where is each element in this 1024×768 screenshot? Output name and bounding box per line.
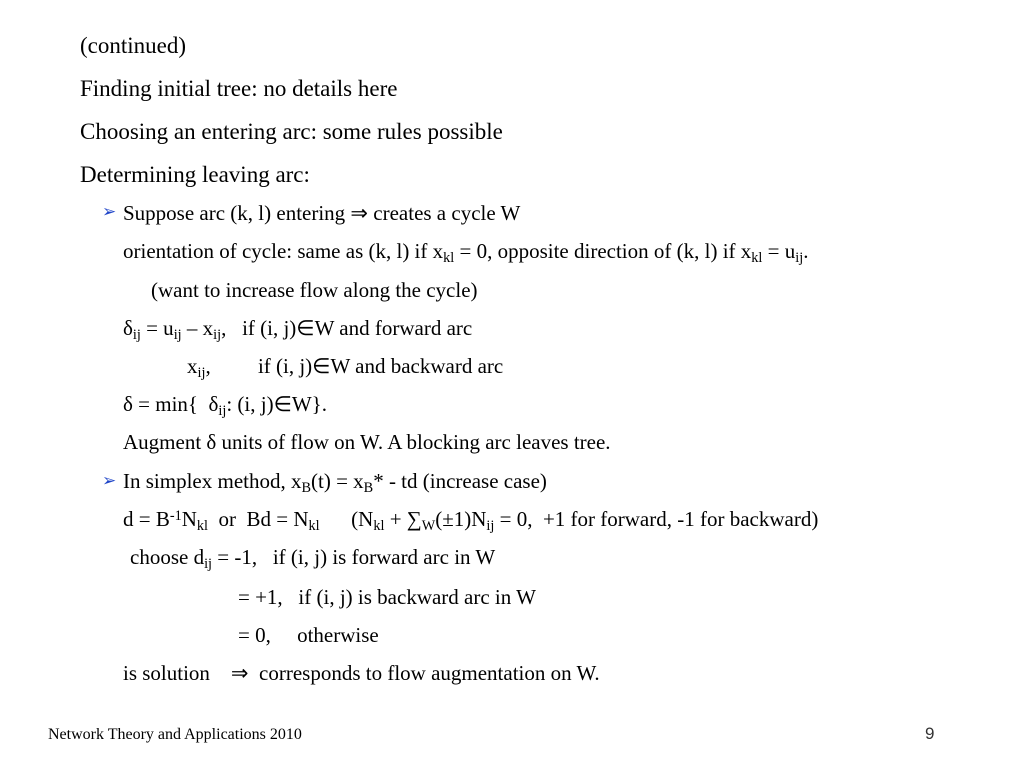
line-delta-min: δ = min{ $\delta_{ij}$: (i, j)∈W}. xyxy=(123,392,328,420)
line-direction-vector: $d = B^{-1}N_{kl}$ or $Bd = N_{kl}$ ($N_{kl} + \sum_W(\pm 1)N_{ij} = 0$, +1 for forward, -1 for backward) xyxy=(123,507,819,535)
line-want-increase: (want to increase flow along the cycle) xyxy=(151,278,478,302)
bullet-arrow-icon: ➢ xyxy=(102,471,117,491)
footer-title: Network Theory and Applications 2010 xyxy=(48,726,302,743)
bullet-arrow-icon: ➢ xyxy=(102,202,117,222)
page-number: 9 xyxy=(925,724,935,743)
line-leaving-arc: Determining leaving arc: xyxy=(80,162,310,187)
line-orientation: orientation of cycle: same as (k, l) if $x_{kl} = 0$, opposite direction of (k, l) if $x_{kl} = u_{ij}$. xyxy=(123,239,809,267)
line-zero: = 0, otherwise xyxy=(238,623,379,647)
line-is-solution: is solution ⇒ corresponds to flow augmentation on W. xyxy=(123,661,600,685)
line-plus-one: = +1, if (i, j) is backward arc in W xyxy=(238,585,536,609)
line-choose-d: choose $d_{ij} = -1$, if (i, j) is forward arc in W xyxy=(130,545,496,573)
line-continued: (continued) xyxy=(80,33,187,58)
line-delta-backward: $x_{ij}$, if (i, j)∈W and backward arc xyxy=(187,354,504,382)
line-initial-tree: Finding initial tree: no details here xyxy=(80,76,398,101)
line-augment: Augment δ units of flow on W. A blocking arc leaves tree. xyxy=(123,430,611,454)
line-entering-arc: Choosing an entering arc: some rules possible xyxy=(80,119,503,144)
line-suppose-arc: Suppose arc (k, l) entering ⇒ creates a cycle W xyxy=(123,201,521,225)
line-delta-forward: $\delta_{ij} = u_{ij} - x_{ij}$, if (i, j)∈W and forward arc xyxy=(123,316,473,344)
line-simplex: In simplex method, $x_B(t) = x_B*$ - td (increase case) xyxy=(123,469,547,497)
